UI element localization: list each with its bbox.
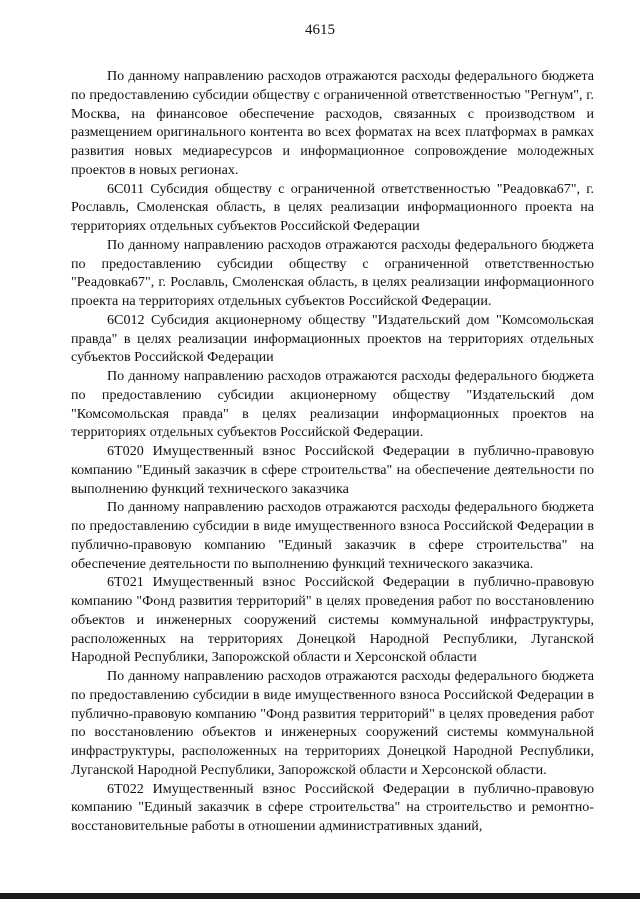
page-number: 4615 bbox=[305, 22, 335, 38]
paragraph-6t021-heading: 6Т021 Имущественный взнос Российской Федерации в публично-правовую компанию "Фонд развития территорий" в целях проведения работ по восстановлению объектов и инженерных сооружений системы коммунальной инфраструктуры, расположенных на территориях Донецкой Народной Республики, Луганской Народной Республики, Запорожской области и Херсонской области bbox=[71, 574, 594, 666]
paragraph-6t020-description: По данному направлению расходов отражаются расходы федерального бюджета по предоставлению субсидии в виде имущественного взноса Российской Федерации в публично-правовую компанию "Единый заказчик в сфере строительства" на обеспечение деятельности по выполнению функций технического заказчика. bbox=[71, 499, 594, 572]
document-body bbox=[71, 67, 594, 836]
paragraph-regnum-description: По данному направлению расходов отражаются расходы федерального бюджета по предоставлению субсидии обществу с ограниченной ответственностью "Регнум", г. Москва, на финансовое обеспечение расходов, связанных с производством и размещением оригинального контента во всех форматах на всех платформах в рамках развития новых медиаресурсов и информационное сопровождение молодежных проектов в новых регионах. bbox=[71, 68, 594, 178]
scan-bottom-border bbox=[0, 893, 640, 899]
paragraph-6t021-description: По данному направлению расходов отражаются расходы федерального бюджета по предоставлению субсидии в виде имущественного взноса Российской Федерации в публично-правовую компанию "Фонд развития территорий" в целях проведения работ по восстановлению объектов и инженерных сооружений системы коммунальной инфраструктуры, расположенных на территориях Донецкой Народной Республики, Луганской Народной Республики, Запорожской области и Херсонской области. bbox=[71, 668, 594, 778]
paragraph-6c012-description: По данному направлению расходов отражаются расходы федерального бюджета по предоставлению субсидии акционерному обществу "Издательский дом "Комсомольская правда" в целях реализации информационных проектов на территориях отдельных субъектов Российской Федерации. bbox=[71, 368, 594, 441]
paragraph-6t020-heading: 6Т020 Имущественный взнос Российской Федерации в публично-правовую компанию "Единый заказчик в сфере строительства" на обеспечение деятельности по выполнению функций технического заказчика bbox=[71, 443, 594, 497]
paragraph-6t022-heading: 6Т022 Имущественный взнос Российской Федерации в публично-правовую компанию "Единый заказчик в сфере строительства" на строительство и ремонтно-восстановительные работы в отношении административных зданий, bbox=[71, 780, 594, 834]
paragraph-6c011-heading: 6С011 Субсидия обществу с ограниченной ответственностью "Реадовка67", г. Рославль, Смоленская область, в целях реализации информационного проекта на территориях отдельных субъектов Российской Федерации bbox=[71, 180, 594, 234]
paragraph-6c012-heading: 6С012 Субсидия акционерному обществу "Издательский дом "Комсомольская правда" в целях реализации информационных проектов на территориях отдельных субъектов Российской Федерации bbox=[71, 311, 594, 366]
paragraph-6c011-description: По данному направлению расходов отражаются расходы федерального бюджета по предоставлению субсидии обществу с ограниченной ответственностью "Реадовка67", г. Рославль, Смоленская область, в целях реализации информационного проекта на территориях отдельных субъектов Российской Федерации. bbox=[71, 236, 594, 309]
